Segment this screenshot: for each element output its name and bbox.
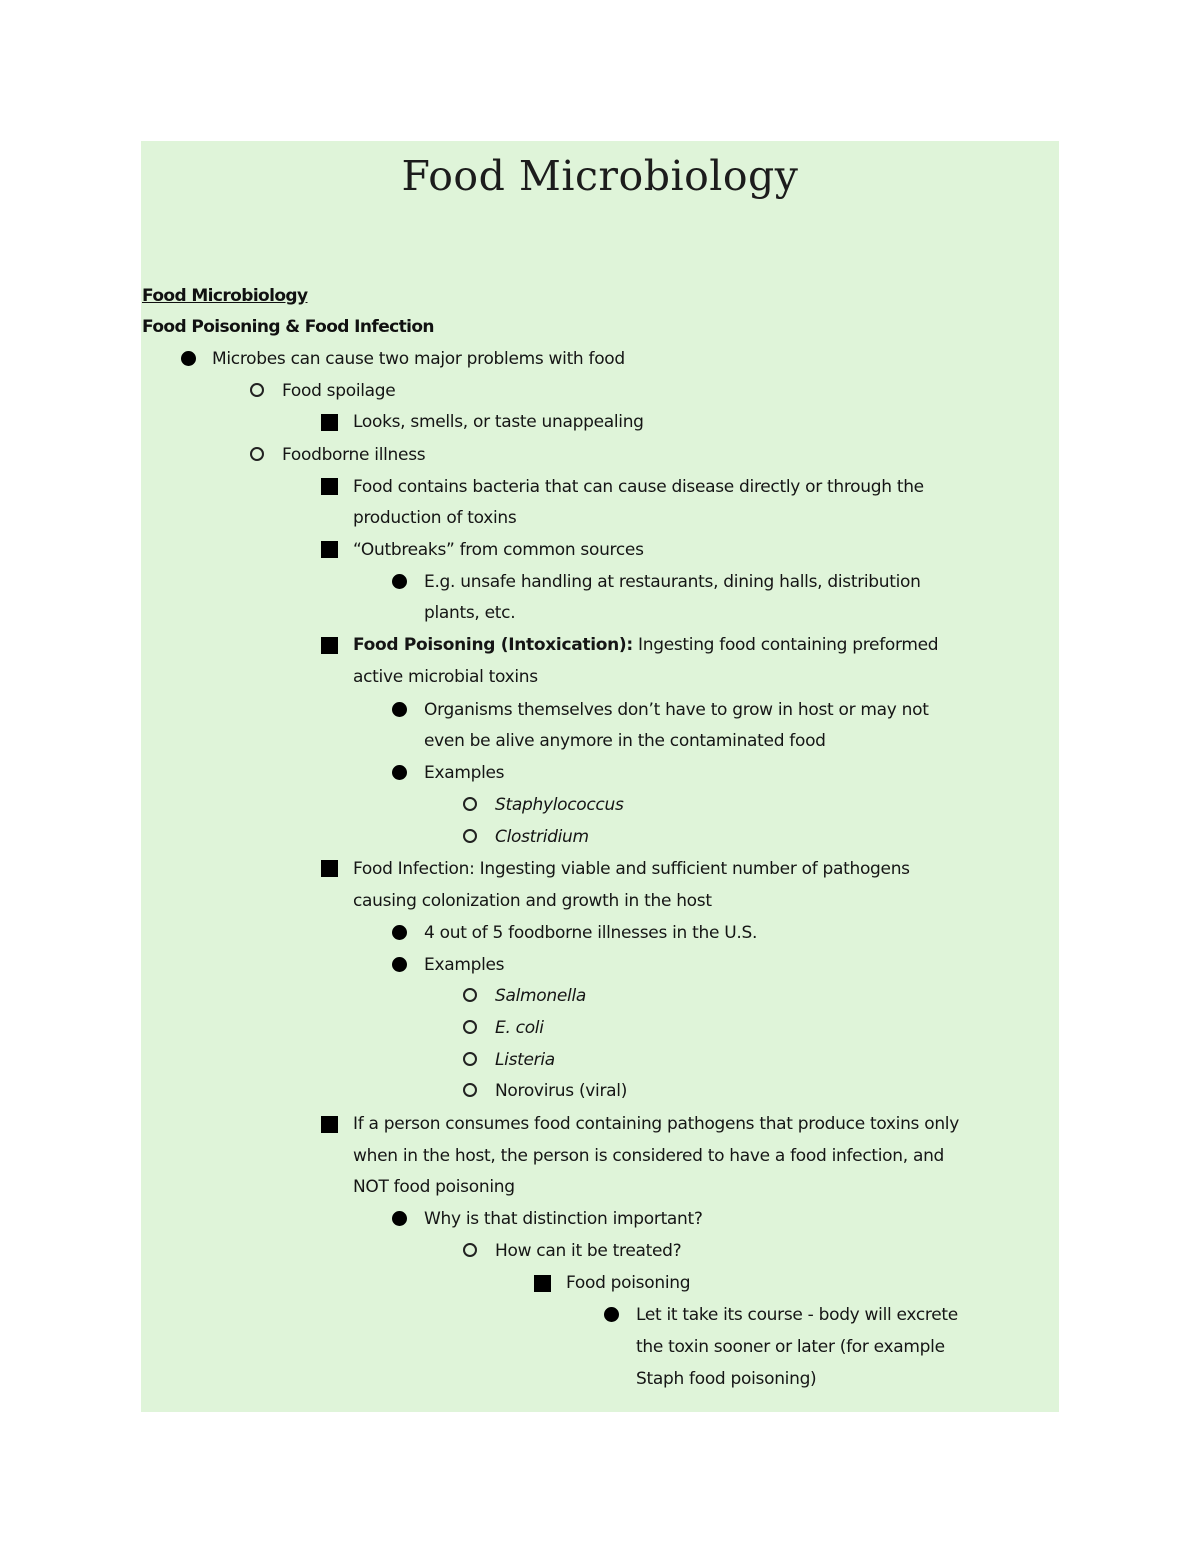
- list-item: [353, 629, 938, 661]
- list-item: Food poisoning: [566, 1273, 691, 1293]
- list-item: Food spoilage: [282, 381, 396, 401]
- list-item: Examples: [424, 955, 505, 975]
- term-label: Food Poisoning (Intoxication):: [353, 635, 633, 655]
- list-item: Foodborne illness: [282, 445, 426, 465]
- list-item: Clostridium: [495, 827, 589, 847]
- list-item: Staphylococcus: [495, 795, 624, 815]
- square-bullet-icon: [321, 1116, 338, 1133]
- list-item: E.g. unsafe handling at restaurants, dining halls, distribution: [424, 572, 921, 592]
- filled-circle-bullet-icon: [181, 351, 196, 366]
- list-item: 4 out of 5 foodborne illnesses in the U.S.: [424, 923, 758, 943]
- hollow-circle-bullet-icon: [463, 1020, 477, 1034]
- list-item-continuation: active microbial toxins: [353, 667, 538, 687]
- square-bullet-icon: [321, 637, 338, 654]
- list-item: Listeria: [495, 1050, 555, 1070]
- hollow-circle-bullet-icon: [463, 988, 477, 1002]
- list-item-continuation: the toxin sooner or later (for example: [636, 1337, 945, 1357]
- square-bullet-icon: [321, 860, 338, 877]
- list-item: E. coli: [495, 1018, 544, 1038]
- filled-circle-bullet-icon: [392, 702, 407, 717]
- document-title: Food Microbiology: [401, 152, 799, 200]
- list-item: Examples: [424, 763, 505, 783]
- list-item-continuation: plants, etc.: [424, 603, 516, 623]
- filled-circle-bullet-icon: [392, 1211, 407, 1226]
- list-item-continuation: when in the host, the person is considered to have a food infection, and: [353, 1146, 945, 1166]
- list-item: Food Infection: Ingesting viable and sufficient number of pathogens: [353, 859, 910, 879]
- list-item: How can it be treated?: [495, 1241, 682, 1261]
- subsection-heading: Food Poisoning & Food Infection: [142, 317, 434, 337]
- square-bullet-icon: [534, 1275, 551, 1292]
- square-bullet-icon: [321, 478, 338, 495]
- list-item: Looks, smells, or taste unappealing: [353, 412, 644, 432]
- list-item: Food contains bacteria that can cause disease directly or through the: [353, 477, 924, 497]
- hollow-circle-bullet-icon: [463, 1243, 477, 1257]
- hollow-circle-bullet-icon: [463, 1083, 477, 1097]
- list-item: Why is that distinction important?: [424, 1209, 703, 1229]
- section-heading: Food Microbiology: [142, 286, 308, 306]
- list-item: Norovirus (viral): [495, 1081, 628, 1101]
- hollow-circle-bullet-icon: [463, 797, 477, 811]
- hollow-circle-bullet-icon: [463, 829, 477, 843]
- hollow-circle-bullet-icon: [250, 383, 264, 397]
- list-item-continuation: production of toxins: [353, 508, 517, 528]
- list-item: If a person consumes food containing pathogens that produce toxins only: [353, 1114, 959, 1134]
- filled-circle-bullet-icon: [604, 1307, 619, 1322]
- filled-circle-bullet-icon: [392, 574, 407, 589]
- list-item-continuation: causing colonization and growth in the host: [353, 891, 712, 911]
- list-item-continuation: even be alive anymore in the contaminated food: [424, 731, 826, 751]
- list-item-continuation: NOT food poisoning: [353, 1177, 515, 1197]
- hollow-circle-bullet-icon: [250, 447, 264, 461]
- list-item: Microbes can cause two major problems with food: [212, 349, 625, 369]
- hollow-circle-bullet-icon: [463, 1052, 477, 1066]
- list-item: Let it take its course - body will excrete: [636, 1305, 958, 1325]
- list-item: Organisms themselves don’t have to grow in host or may not: [424, 700, 929, 720]
- square-bullet-icon: [321, 414, 338, 431]
- list-item-continuation: Staph food poisoning): [636, 1369, 817, 1389]
- term-definition: Ingesting food containing preformed: [632, 635, 939, 655]
- list-item: Salmonella: [495, 986, 586, 1006]
- filled-circle-bullet-icon: [392, 925, 407, 940]
- square-bullet-icon: [321, 541, 338, 558]
- filled-circle-bullet-icon: [392, 765, 407, 780]
- filled-circle-bullet-icon: [392, 957, 407, 972]
- list-item: “Outbreaks” from common sources: [353, 540, 644, 560]
